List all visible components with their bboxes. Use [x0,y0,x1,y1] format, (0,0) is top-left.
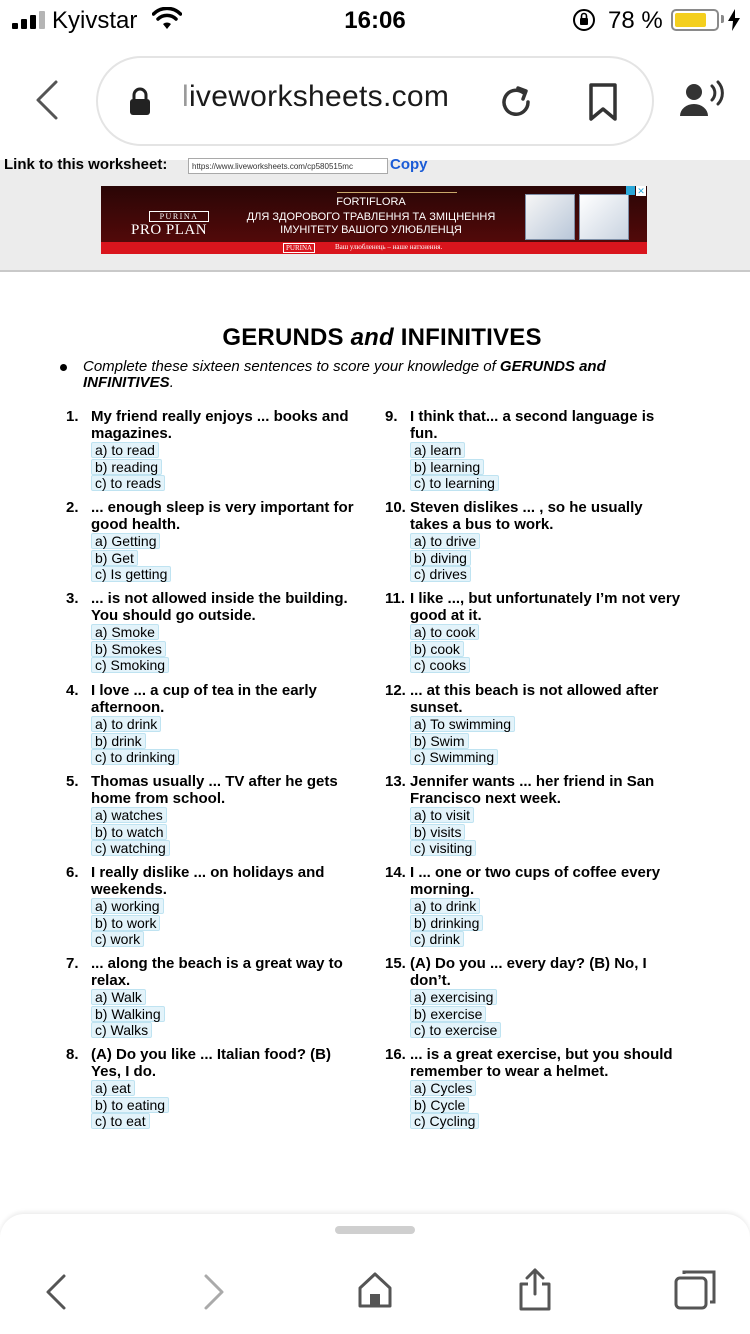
ad-strip-slogan: Ваш улюбленець – наше натхнення. [335,243,443,251]
answer-option[interactable]: a) to drink [410,898,480,914]
answer-option[interactable]: a) eat [91,1080,135,1096]
answer-option[interactable]: c) drink [410,931,464,947]
url-text[interactable] [182,80,449,114]
question-number: 2. [66,499,79,516]
status-time: 16:06 [344,7,406,34]
drag-handle[interactable] [335,1226,415,1234]
reader-voice-icon[interactable] [678,80,726,120]
question-text: I love ... a cup of tea in the early afternoon. [91,682,317,716]
question-text: (A) Do you like ... Italian food? (B) Yes, I do. [91,1046,331,1080]
question-number: 5. [66,773,79,790]
answer-option[interactable]: c) Swimming [410,749,498,765]
ad-close-icon[interactable]: ✕ [637,186,645,196]
answer-option[interactable]: c) Smoking [91,657,169,673]
title-part: INFINITIVES [393,324,542,351]
answer-option[interactable]: a) Cycles [410,1080,476,1096]
answer-option[interactable]: a) exercising [410,989,497,1005]
answer-option[interactable]: a) to drive [410,533,480,549]
answer-option[interactable]: b) cook [410,641,464,657]
answer-option[interactable]: a) to read [91,442,159,458]
answer-option[interactable]: a) to cook [410,624,479,640]
ad-brand-large: PRO PLAN [131,222,208,238]
answer-option[interactable]: b) visits [410,824,465,840]
url-faded: l [182,80,189,113]
bottom-toolbar [0,1214,750,1334]
share-icon[interactable] [516,1266,554,1312]
worksheet-link-field[interactable]: https://www.liveworksheets.com/cp580515mc [188,158,388,174]
question-text: (A) Do you ... every day? (B) No, I don’t. [410,955,647,989]
answer-option[interactable]: b) learning [410,459,484,475]
instructions-bold: GERUNDS and INFINITIVES [83,358,606,391]
ad-brand-small: PURINA [149,211,209,222]
worksheet [0,274,750,1214]
answer-option[interactable]: b) Swim [410,733,469,749]
answer-option[interactable]: c) to eat [91,1113,150,1129]
answer-option[interactable]: a) to visit [410,807,474,823]
answer-option[interactable]: a) Getting [91,533,160,549]
answer-option[interactable]: c) Cycling [410,1113,479,1129]
question-text: I ... one or two cups of coffee every morning. [410,864,661,898]
reload-icon[interactable] [496,82,536,122]
question-number: 10. [385,499,406,516]
answer-option[interactable]: b) to watch [91,824,167,840]
ad-strip-brand: PURINA [283,243,315,253]
answer-option[interactable]: b) Smokes [91,641,166,657]
answer-option[interactable]: a) to drink [91,716,161,732]
answer-option[interactable]: c) work [91,931,144,947]
answer-option[interactable]: c) drives [410,566,471,582]
question-number: 6. [66,864,79,881]
instructions-text: Complete these sixteen sentences to score your knowledge of [83,358,500,375]
question-text: Jennifer wants ... her friend in San Francisco next week. [410,773,655,807]
answer-option[interactable]: c) to learning [410,475,499,491]
question-text: ... at this beach is not allowed after sunset. [410,682,659,716]
battery-icon [671,9,719,31]
advertisement-banner[interactable] [101,186,647,254]
worksheet-instructions [83,359,643,391]
question-text: I think that... a second language is fun. [410,408,655,442]
address-bar[interactable] [96,56,654,146]
question-number: 15. [385,955,406,972]
question-text: ... is not allowed inside the building. You should go outside. [91,590,348,624]
question-text: ... enough sleep is very important for good health. [91,499,354,533]
answer-option[interactable]: b) reading [91,459,162,475]
answer-option[interactable]: a) To swimming [410,716,515,732]
battery-percentage: 78 % [608,7,663,34]
question-number: 11. [385,590,406,607]
ad-text-line1: ДЛЯ ЗДОРОВОГО ТРАВЛЕННЯ ТА ЗМІЦНЕННЯ [246,211,496,223]
battery-level [675,13,706,27]
home-icon[interactable] [356,1270,394,1310]
question-text: Steven dislikes ... , so he usually takes a bus to work. [410,499,643,533]
battery-nub [721,15,724,23]
browser-toolbar [0,40,750,160]
title-part: GERUNDS [222,324,351,351]
answer-option[interactable]: b) to work [91,915,160,931]
answer-option[interactable]: c) cooks [410,657,470,673]
ad-footer-strip [101,242,647,254]
answer-option[interactable]: b) exercise [410,1006,486,1022]
question-text: I really dislike ... on holidays and weekends. [91,864,325,898]
answer-option[interactable]: b) diving [410,550,471,566]
status-bar [0,0,750,40]
question-number: 1. [66,408,79,425]
link-label: Link to this worksheet: [4,156,168,173]
answer-option[interactable]: b) Cycle [410,1097,469,1113]
question-number: 8. [66,1046,79,1063]
answer-option[interactable]: b) Walking [91,1006,165,1022]
answer-option[interactable]: a) watches [91,807,167,823]
answer-option[interactable]: a) Smoke [91,624,159,640]
question-number: 13. [385,773,406,790]
forward-icon[interactable] [202,1272,228,1312]
question-text: ... along the beach is a great way to relax. [91,955,343,989]
ad-divider [337,192,457,193]
question-number: 9. [385,408,398,425]
answer-option[interactable]: c) Walks [91,1022,152,1038]
copy-link[interactable]: Copy [390,156,428,173]
worksheet-title [0,324,750,352]
charging-icon [727,9,741,31]
carrier-name: Kyivstar [52,7,138,34]
page-header-area [0,156,750,272]
ad-info-icon[interactable] [626,186,635,195]
question-number: 7. [66,955,79,972]
rotation-lock-icon [572,8,596,32]
answer-option[interactable]: c) to reads [91,475,165,491]
answer-option[interactable]: a) Walk [91,989,146,1005]
bookmark-icon[interactable] [586,82,620,122]
answer-option[interactable]: a) learn [410,442,465,458]
answer-option[interactable]: c) visiting [410,840,476,856]
ad-text-line2: ІМУНІТЕТУ ВАШОГО УЛЮБЛЕНЦЯ [280,224,462,236]
back-icon[interactable] [42,1272,68,1312]
question-number: 14. [385,864,406,881]
back-arrow-icon[interactable] [30,78,64,122]
question-number: 4. [66,682,79,699]
title-part: and [350,324,394,351]
bullet-icon [60,364,67,371]
url-main: iveworksheets.com [188,80,450,113]
answer-option[interactable]: b) drinking [410,915,483,931]
question-text: Thomas usually ... TV after he gets home from school. [91,773,338,807]
answer-option[interactable]: a) working [91,898,164,914]
question-text: My friend really enjoys ... books and magazines. [91,408,349,442]
question-number: 16. [385,1046,406,1063]
instructions-end: . [169,374,174,391]
lock-icon [128,86,152,116]
answer-option[interactable]: c) watching [91,840,170,856]
answer-option[interactable]: b) Get [91,550,138,566]
ad-product-image [525,194,575,240]
answer-option[interactable]: c) to drinking [91,749,179,765]
question-number: 12. [385,682,406,699]
answer-option[interactable]: b) to eating [91,1097,169,1113]
question-text: ... is a great exercise, but you should remember to wear a helmet. [410,1046,673,1080]
answer-option[interactable]: c) Is getting [91,566,171,582]
answer-option[interactable]: c) to exercise [410,1022,501,1038]
question-text: I like ..., but unfortunately I’m not very good at it. [410,590,681,624]
question-number: 3. [66,590,79,607]
answer-option[interactable]: b) drink [91,733,146,749]
ad-product-title: FORTIFLORA [336,196,406,208]
tabs-icon[interactable] [674,1270,716,1310]
ad-product-image [579,194,629,240]
